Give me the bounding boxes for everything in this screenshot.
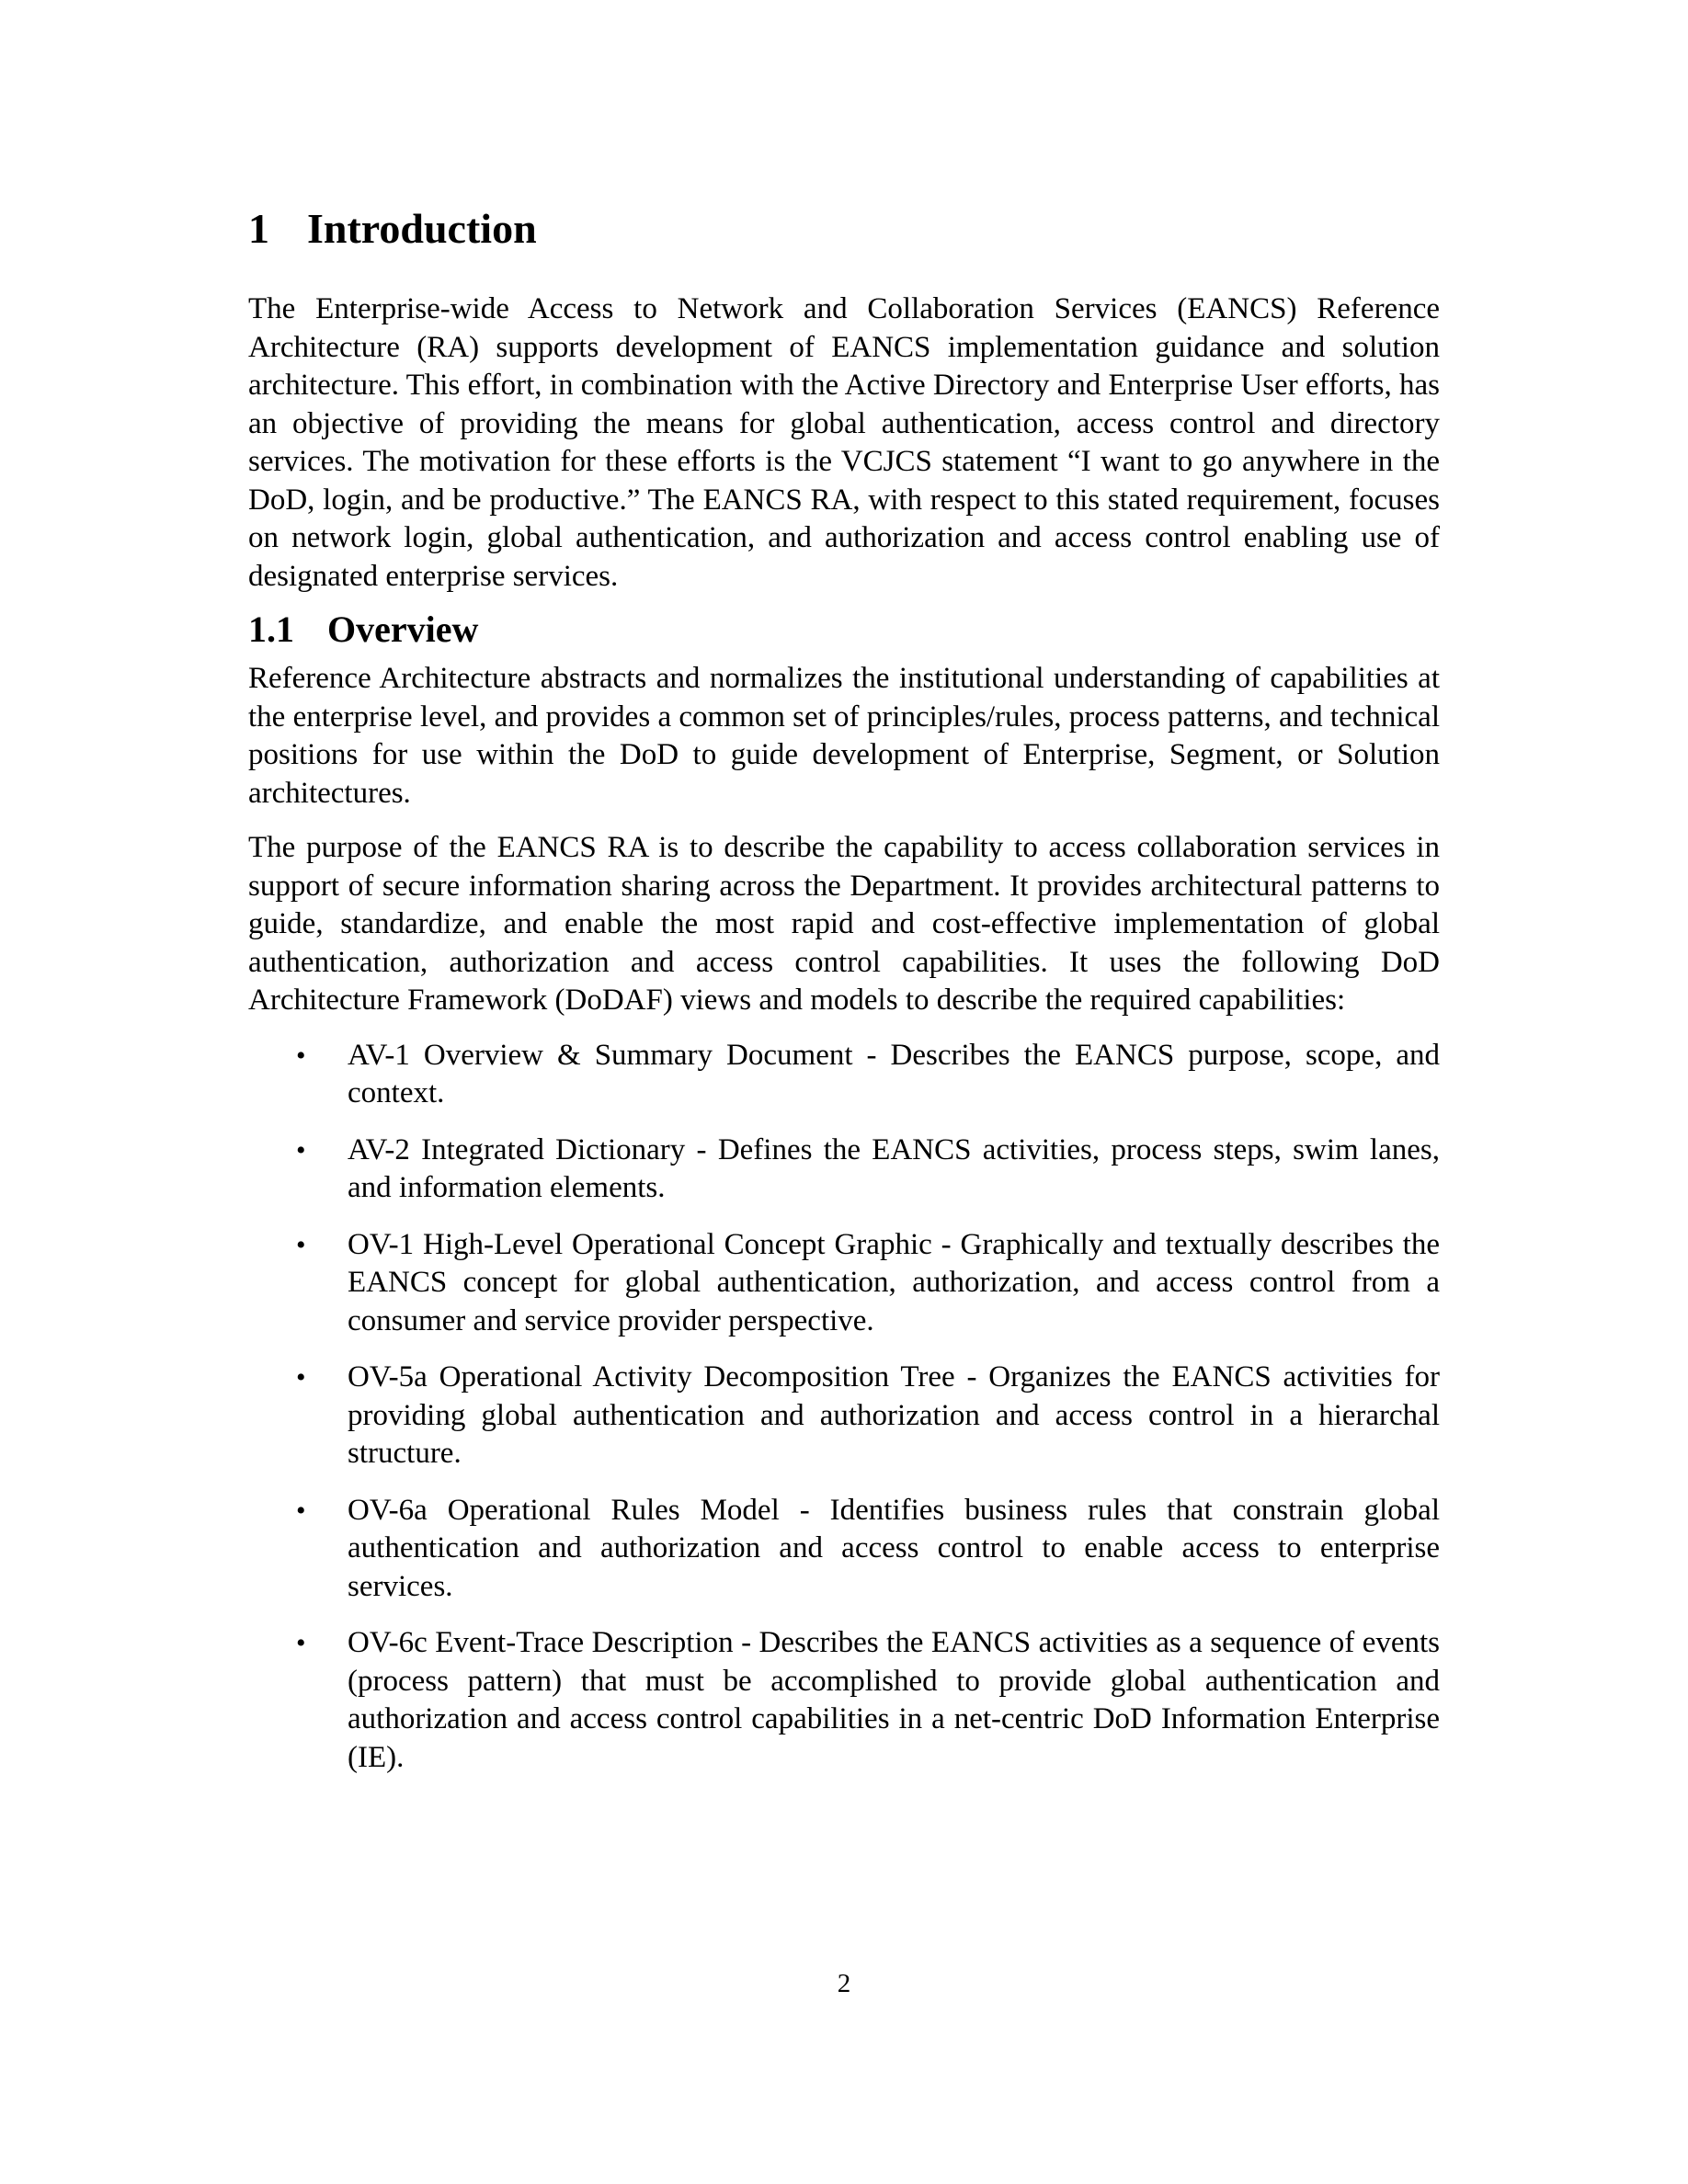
page-content: [248, 197, 1440, 1795]
list-item: [248, 1492, 1440, 1607]
subsection-heading-overview: [248, 605, 1440, 654]
bullet-icon: •: [296, 1362, 306, 1393]
subsection-title: Overview: [327, 609, 479, 650]
list-item: [248, 1037, 1440, 1113]
bullet-icon: •: [296, 1628, 306, 1658]
section-title: Introduction: [307, 205, 537, 252]
section-number: 1: [248, 205, 269, 252]
list-item-text: OV-6a Operational Rules Model - Identifies business rules that constrain global authentication and authorization and access control to enable access to enterprise services.: [348, 1493, 1440, 1603]
list-item-text: OV-1 High-Level Operational Concept Graphic - Graphically and textually describes the EANCS concept for global authentication, authorization, and access control from a consumer and service provider perspective.: [348, 1227, 1440, 1337]
bullet-icon: •: [296, 1040, 306, 1071]
list-item: [248, 1226, 1440, 1341]
bullet-icon: •: [296, 1134, 306, 1166]
list-item: [248, 1624, 1440, 1777]
subsection-number: 1.1: [248, 609, 294, 650]
overview-paragraph-1: Reference Architecture abstracts and normalizes the institutional understanding of capabilities at the enterprise level, and provides a common set of principles/rules, process patterns, and technical positions for use within the DoD to guide development of Enterprise, Segment, or Solution architectures.: [248, 662, 1440, 810]
list-item: [248, 1359, 1440, 1473]
list-item-text: AV-1 Overview & Summary Document - Describes the EANCS purpose, scope, and context.: [348, 1038, 1440, 1109]
dodaf-views-list: [248, 1037, 1440, 1778]
intro-paragraph: The Enterprise-wide Access to Network and Collaboration Services (EANCS) Reference Architecture (RA) supports development of EANCS implementation guidance and solution architecture. This effort, in combination with the Active Directory and Enterprise User efforts, has an objective of providing the means for global authentication, access control and directory services. The motivation for these efforts is the VCJCS statement “I want to go anywhere in the DoD, login, and be productive.” The EANCS RA, with respect to this stated requirement, focuses on network login, global authentication, and authorization and access control enabling use of designated enterprise services.: [248, 292, 1440, 593]
overview-paragraph-2: The purpose of the EANCS RA is to describe the capability to access collaboration services in support of secure information sharing across the Department. It provides architectural patterns to guide, standardize, and enable the most rapid and cost-effective implementation of global authentication, authorization and access control capabilities. It uses the following DoD Architecture Framework (DoDAF) views and models to describe the required capabilities:: [248, 831, 1440, 1017]
bullet-icon: •: [296, 1229, 306, 1260]
list-item-text: OV-6c Event-Trace Description - Describes the EANCS activities as a sequence of events (process pattern) that must be accomplished to provide global authentication and authorization and access control capabilities in a net-centric DoD Information Enterprise (IE).: [348, 1626, 1440, 1774]
list-item-text: OV-5a Operational Activity Decomposition Tree - Organizes the EANCS activities for providing global authentication and authorization and access control in a hierarchal structure.: [348, 1360, 1440, 1470]
list-item: [248, 1132, 1440, 1208]
page-number: 2: [837, 1969, 851, 1998]
list-item-text: AV-2 Integrated Dictionary - Defines the EANCS activities, process steps, swim lanes, and information elements.: [348, 1132, 1440, 1204]
bullet-icon: •: [296, 1495, 306, 1526]
section-heading-introduction: [248, 197, 1440, 261]
